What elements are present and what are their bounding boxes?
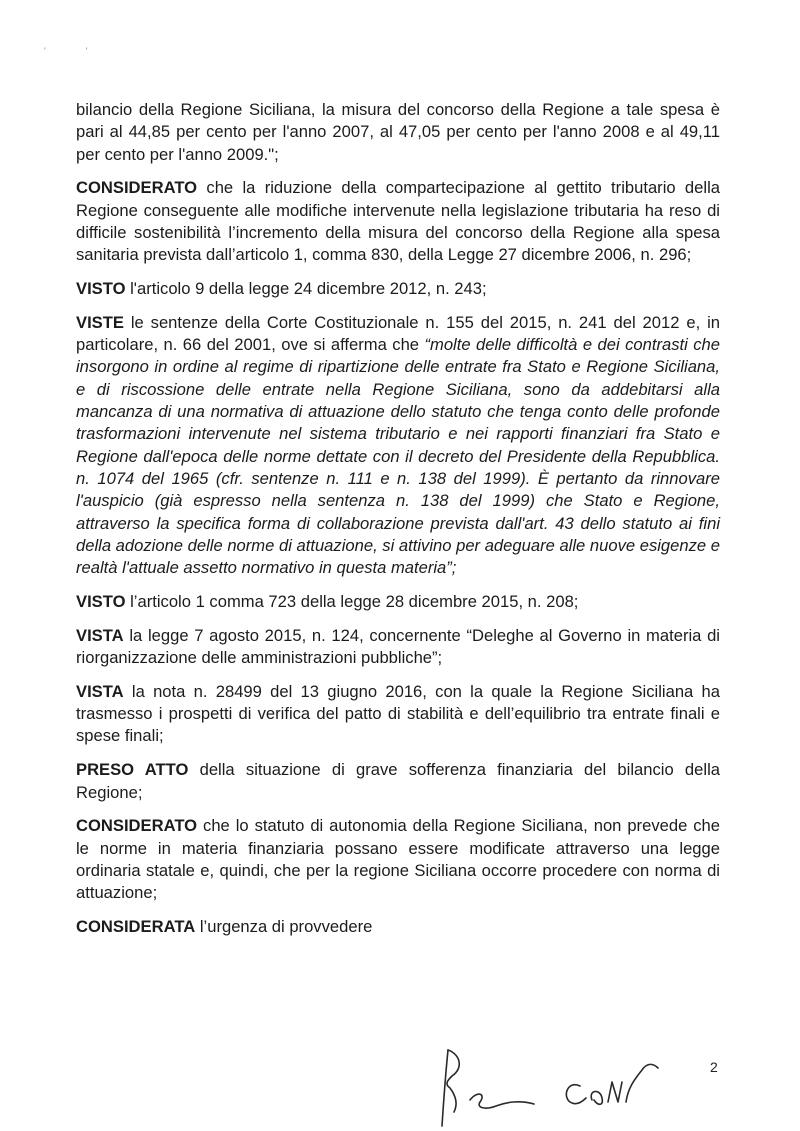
paragraph-lead: PRESO ATTO	[76, 760, 189, 780]
paragraph-lead: VISTE	[76, 312, 124, 332]
paragraph-lead: VISTO	[76, 279, 126, 299]
paragraph-lead: VISTO	[76, 591, 126, 611]
paragraph-text: l’urgenza di provvedere	[195, 917, 373, 936]
page-number: 2	[710, 1059, 718, 1075]
document-body	[76, 99, 720, 950]
paragraph-lead: CONSIDERATA	[76, 917, 196, 936]
paragraph-text: la legge 7 agosto 2015, n. 124, concernente “Deleghe al Governo in materia di riorganizzazione delle amministrazioni pubbliche”;	[76, 625, 720, 668]
scan-marks: ''	[44, 46, 128, 56]
paragraph-4	[76, 312, 720, 580]
paragraph-3	[76, 278, 720, 300]
paragraph-7	[76, 681, 720, 748]
paragraph-lead: CONSIDERATO	[76, 816, 198, 836]
paragraph-8	[76, 759, 720, 804]
handwritten-initials	[430, 1040, 700, 1130]
paragraph-lead: VISTA	[76, 625, 124, 645]
paragraph-5	[76, 591, 720, 613]
paragraph-1	[76, 99, 720, 166]
paragraph-text: l’articolo 1 comma 723 della legge 28 dicembre 2015, n. 208;	[125, 591, 579, 611]
paragraph-10	[76, 916, 720, 938]
paragraph-lead: CONSIDERATO	[76, 178, 198, 198]
paragraph-6	[76, 625, 720, 670]
paragraph-text: che lo statuto di autonomia della Regione Siciliana, non prevede che le norme in materia finanziaria possano essere modificate attraverso una legge ordinaria statale e, quindi, che per la regione Siciliana occorre procedere con norma di attuazione;	[76, 816, 720, 903]
paragraph-text: che la riduzione della compartecipazione al gettito tributario della Regione conseguente alle modifiche intervenute nella legislazione tributaria ha reso di difficile sostenibilità l’incremento della misura del concorso della Regione alla spesa sanitaria prevista dall’articolo 1, comma 830, della Legge 27 dicembre 2006, n. 296;	[76, 178, 720, 265]
paragraph-text: la nota n. 28499 del 13 giugno 2016, con la quale la Regione Siciliana ha trasmesso i prospetti di verifica del patto di stabilità e dell’equilibrio tra entrate finali e spese finali;	[76, 681, 720, 746]
paragraph-text: bilancio della Regione Siciliana, la misura del concorso della Regione a tale spesa è pari al 44,85 per cento per l'anno 2007, al 47,05 per cento per l'anno 2008 e al 49,11 per cento per l'anno 2009.";	[76, 100, 720, 164]
paragraph-9	[76, 815, 720, 904]
paragraph-lead: VISTA	[76, 681, 124, 701]
paragraph-text: l'articolo 9 della legge 24 dicembre 2012, n. 243;	[125, 279, 487, 299]
paragraph-2	[76, 177, 720, 266]
paragraph-text: le sentenze della Corte Costituzionale n. 155 del 2015, n. 241 del 2012 e, in particolare, n. 66 del 2001, ove si afferma che	[76, 312, 720, 355]
quoted-judgment: “molte delle difficoltà e dei contrasti che insorgono in ordine al regime di ripartizione delle entrate fra Stato e Regione Siciliana, e di riscossione delle entrate nella Regione Siciliana, sono da addebitarsi alla mancanza di una normativa di attuazione dello statuto che tenga conto delle profonde trasformazioni intervenute nel sistema tributario e nei rapporti finanziari fra Stato e Regione dall'epoca delle norme dettate con il decreto del Presidente della Repubblica. n. 1074 del 1965 (cfr. sentenze n. 111 e n. 138 del 1999). È pertanto da rinnovare l'auspicio (già espresso nella sentenza n. 138 del 1999) che Stato e Regione, attraverso la specifica forma di collaborazione prevista dall'art. 43 dello statuto ai fini della adozione delle norme di attuazione, si attivino per adeguare alle nuove esigenze e realtà l'attuale assetto normativo in questa materia”;	[76, 335, 720, 578]
paragraph-text: della situazione di grave sofferenza finanziaria del bilancio della Regione;	[76, 760, 720, 802]
